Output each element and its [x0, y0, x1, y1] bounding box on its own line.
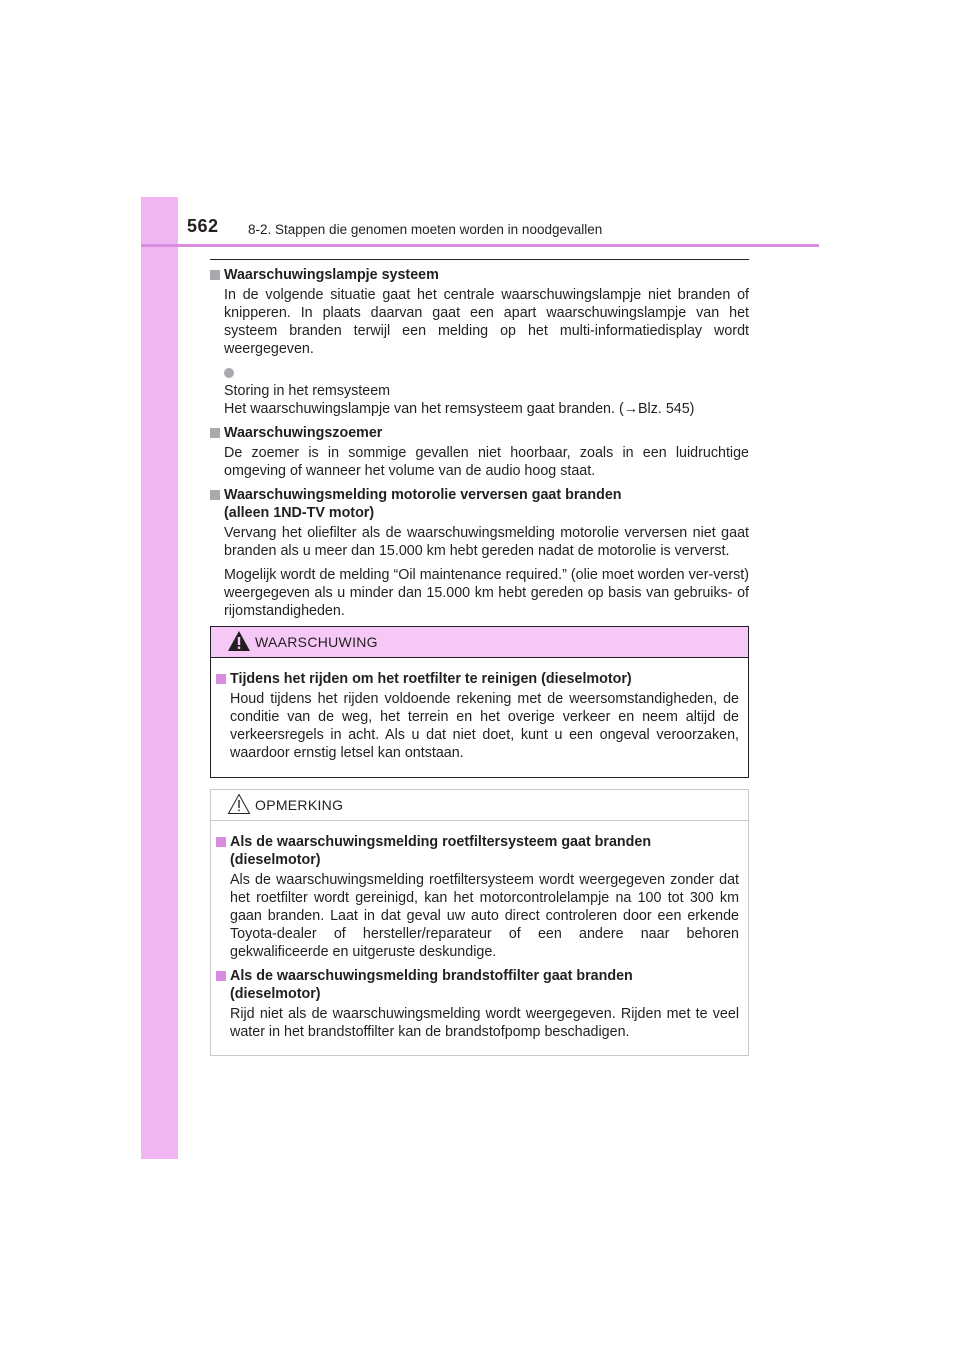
- square-bullet-icon: [210, 490, 220, 500]
- page-number: 562: [187, 216, 219, 236]
- side-tab-strip: [141, 197, 178, 1159]
- header-divider: [141, 244, 819, 247]
- square-bullet-icon: [216, 971, 226, 981]
- warning-body: [211, 658, 748, 762]
- square-bullet-icon: [210, 428, 220, 438]
- section-text: Vervang het oliefilter als de waarschuwingsmelding motorolie verversen niet gaat branden als u meer dan 15.000 km hebt gereden nadat de motorolie is ververst.: [224, 525, 749, 559]
- section-heading: Waarschuwingslampje systeem: [210, 266, 749, 284]
- notice-header: [211, 790, 748, 821]
- square-bullet-icon: [216, 837, 226, 847]
- circle-bullet-icon: [224, 368, 234, 378]
- bullet-title: Storing in het remsysteem: [224, 383, 391, 399]
- square-bullet-icon: [216, 674, 226, 684]
- warning-text: Houd tijdens het rijden voldoende rekening met de weersomstandigheden, de conditie van de weg, het terrein en het overige verkeer en neem altijd de verkeersregels in acht. Als u dat niet doet, kunt u een ongeval veroorzaken, waardoor ernstig letsel kan ontstaan.: [230, 691, 739, 761]
- section-heading: Waarschuwingszoemer: [210, 424, 749, 442]
- warning-triangle-icon: [227, 630, 251, 652]
- content-top-divider: [210, 259, 749, 260]
- section-text: In de volgende situatie gaat het centrale waarschuwingslampje niet branden of knipperen. In plaats daarvan gaat een apart waarschuwingslampje van het systeem branden terwijl een melding op het multi-informatiedisplay wordt weergegeven.: [224, 287, 749, 357]
- notice-heading: Als de waarschuwingsmelding brandstoffilter gaat branden (dieselmotor): [216, 967, 739, 1003]
- section-text: Mogelijk wordt de melding “Oil maintenance required.” (olie moet worden ver-verst) weergegeven als u minder dan 15.000 km hebt gereden op basis van gebruiks- of rijomstandigheden.: [224, 567, 749, 619]
- section-text: De zoemer is in sommige gevallen niet hoorbaar, zoals in een luidruchtige omgeving of wanneer het volume van de audio hoog staat.: [224, 445, 749, 479]
- bullet-text: Het waarschuwingslampje van het remsysteem gaat branden. (→Blz. 545): [224, 401, 695, 417]
- warning-label: WAARSCHUWING: [255, 634, 378, 650]
- notice-label: OPMERKING: [255, 797, 344, 813]
- notice-body: [211, 821, 748, 1041]
- notice-heading: Als de waarschuwingsmelding roetfiltersysteem gaat branden (dieselmotor): [216, 833, 739, 869]
- section-heading: Waarschuwingsmelding motorolie verversen gaat branden (alleen 1ND-TV motor): [210, 486, 749, 522]
- warning-heading: Tijdens het rijden om het roetfilter te reinigen (dieselmotor): [216, 670, 739, 688]
- caution-triangle-icon: [227, 793, 251, 815]
- warning-header: [211, 627, 748, 658]
- main-content: [210, 266, 749, 626]
- section-title: 8-2. Stappen die genomen moeten worden in noodgevallen: [248, 222, 603, 237]
- notice-text: Als de waarschuwingsmelding roetfiltersysteem wordt weergegeven zonder dat het roetfilter wordt gereinigd, kan het motorcontrolelampje na 100 tot 300 km gaan branden. Laat in dat geval uw auto direct controleren door een erkende Toyota-dealer of hersteller/reparateur of een andere naar behoren gekwalificeerde en uitgeruste deskundige.: [230, 872, 739, 960]
- list-item: [210, 364, 749, 418]
- warning-box: [210, 626, 749, 778]
- notice-box: [210, 789, 749, 1056]
- square-bullet-icon: [210, 270, 220, 280]
- notice-text: Rijd niet als de waarschuwingsmelding wordt weergegeven. Rijden met te veel water in het brandstoffilter kan de brandstofpomp beschadigen.: [230, 1006, 739, 1040]
